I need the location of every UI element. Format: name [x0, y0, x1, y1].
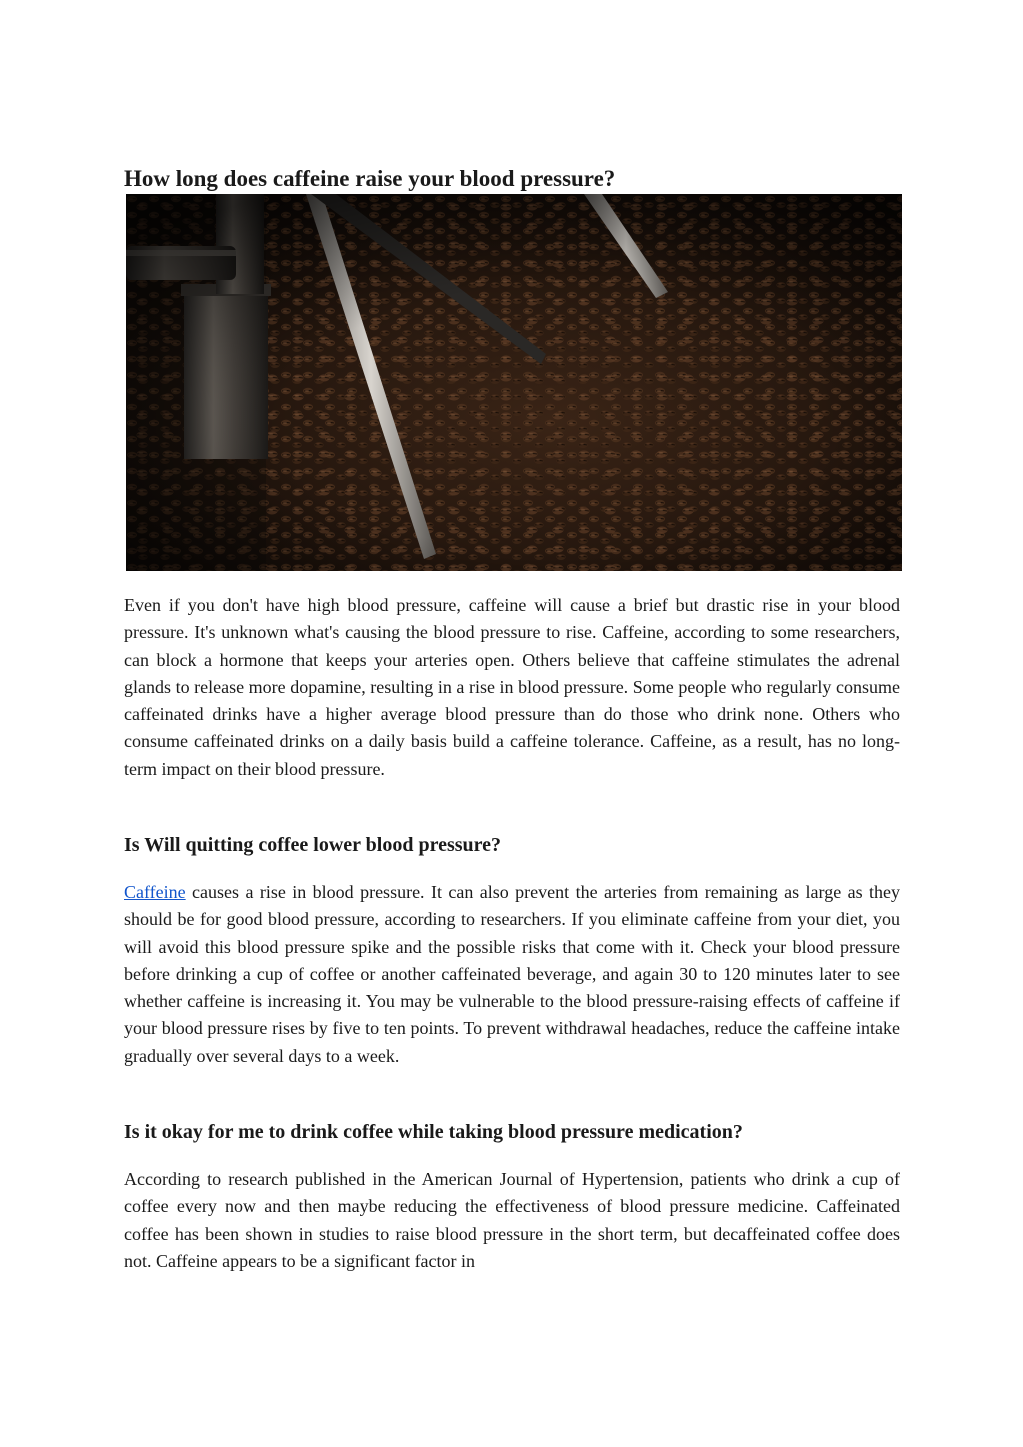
caffeine-link[interactable]: Caffeine — [124, 882, 186, 902]
coffee-beans-image — [126, 194, 902, 571]
coffee-roaster-photo — [126, 194, 902, 571]
paragraph-medication: According to research published in the American Journal of Hypertension, patients who drink a cup of coffee every now and then maybe reducing the effectiveness of blood pressure medicine. Caffeinated coffee has been shown in studies to raise blood pressure in the short term, but decaffeinated coffee does not. Caffeine appears to be a significant factor in — [124, 1169, 900, 1271]
paragraph-quitting-coffee-text: causes a rise in blood pressure. It can also prevent the arteries from remaining as large as they should be for good blood pressure, according to researchers. If you eliminate caffeine from your diet, you will avoid this blood pressure spike and the possible risks that come with it. Check your blood pressure before drinking a cup of coffee or another caffeinated beverage, and again 30 to 120 minutes later to see whether caffeine is increasing it. You may be vulnerable to the blood pressure-raising effects of caffeine if your blood pressure rises by five to ten points. To prevent withdrawal headaches, reduce the caffeine intake gradually over several days to a week. — [124, 882, 900, 1066]
paragraph-quitting-coffee — [124, 879, 900, 1070]
paragraph-intro: Even if you don't have high blood pressure, caffeine will cause a brief but drastic rise in your blood pressure. It's unknown what's causing the blood pressure to rise. Caffeine, according to some researchers, can block a hormone that keeps your arteries open. Others believe that caffeine stimulates the adrenal glands to release more dopamine, resulting in a rise in blood pressure. Some people who regularly consume caffeinated drinks have a higher average blood pressure than do those who drink none. Others who consume caffeinated drinks on a daily basis build a caffeine tolerance. Caffeine, as a result, has no long-term impact on their blood pressure. — [124, 595, 900, 779]
section-heading-medication: Is it okay for me to drink coffee while taking blood pressure medication? — [124, 1121, 743, 1143]
article-title: How long does caffeine raise your blood pressure? — [124, 166, 616, 191]
section-heading-quitting-coffee: Is Will quitting coffee lower blood pressure? — [124, 834, 502, 856]
